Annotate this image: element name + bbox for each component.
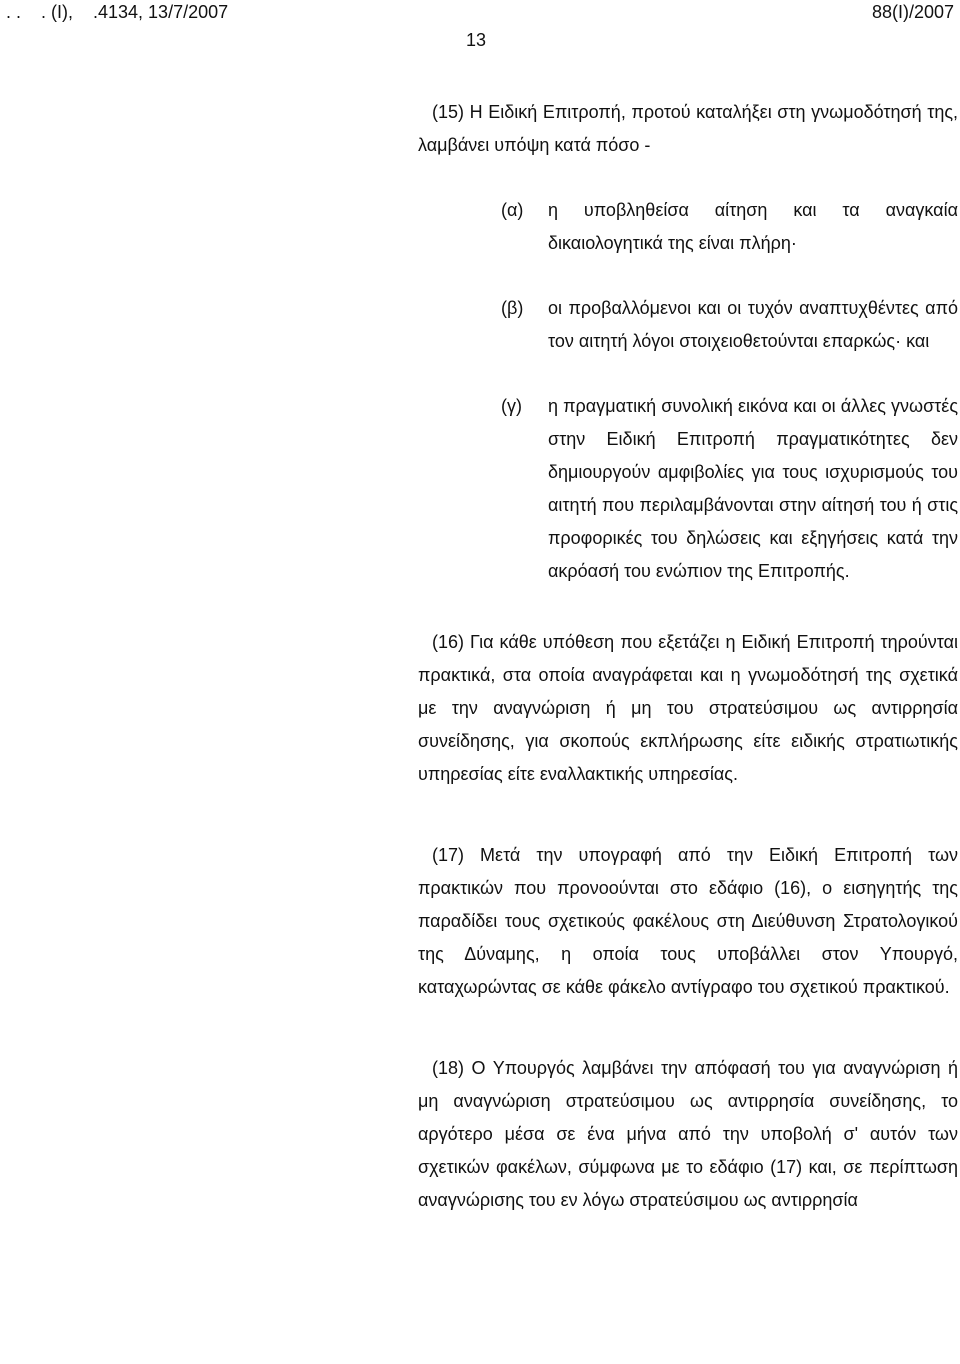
list-item-text: η πραγματική συνολική εικόνα και οι άλλες γνωστές στην Ειδική Επιτροπή πραγματικότητες δεν δημιουργούν αμφιβολίες για τους ισχυρισμούς του αιτητή που περιλαμβάνονται στην αίτησή του ή στις προφορικές του δηλώσεις και εξηγήσεις κατά την ακρόασή του ενώπιον της Επιτροπής.: [548, 396, 958, 581]
list-item-label: (γ): [501, 396, 522, 416]
gazette-reference: . . . (Ι), .4134, 13/7/2007: [6, 2, 229, 22]
paragraph-15-intro: (15) Η Ειδική Επιτροπή, προτού καταλήξει στη γνωμοδότησή της, λαμβάνει υπόψη κατά πόσο -: [418, 102, 958, 155]
paragraph-16: (16) Για κάθε υπόθεση που εξετάζει η Ειδική Επιτροπή τηρούνται πρακτικά, στα οποία αναγράφεται και η γνωμοδότησή της σχετικά με την αναγνώριση ή μη του στρατεύσιμου ως αντιρρησία συνείδησης, για σκοπούς εκπλήρωσης είτε ειδικής στρατιωτικής υπηρεσίας είτε εναλλακτικής υπηρεσίας.: [418, 632, 958, 784]
list-item-label: (β): [501, 298, 524, 318]
list-item-label: (α): [501, 200, 524, 220]
page-number: 13: [466, 30, 487, 50]
list-item-text: οι προβαλλόμενοι και οι τυχόν αναπτυχθέντες από τον αιτητή λόγοι στοιχειοθετούνται επαρκώς· και: [548, 298, 958, 351]
list-item-text: η υποβληθείσα αίτηση και τα αναγκαία δικαιολογητικά της είναι πλήρη·: [548, 200, 958, 253]
list-item-beta: [501, 292, 958, 358]
list-item-gamma: [501, 390, 958, 588]
paragraph-18: (18) Ο Υπουργός λαμβάνει την απόφασή του για αναγνώριση ή μη αναγνώριση στρατεύσιμου ως αντιρρησία συνείδησης, το αργότερο μέσα σε ένα μήνα από την υποβολή σ' αυτόν των σχετικών φακέλων, σύμφωνα με το εδάφιο (17) και, σε περίπτωση αναγνώρισης του εν λόγω στρατεύσιμου ως αντιρρησία: [418, 1058, 958, 1210]
law-number: 88(Ι)/2007: [871, 2, 954, 22]
document-body: [418, 96, 958, 1217]
list-item-alpha: [501, 194, 958, 260]
paragraph-17: (17) Μετά την υπογραφή από την Ειδική Επιτροπή των πρακτικών που προνοούνται στο εδάφιο (16), ο εισηγητής της παραδίδει τους σχετικούς φακέλους στη Διεύθυνση Στρατολογικού της Δύναμης, η οποία τους υποβάλλει στον Υπουργό, καταχωρώντας σε κάθε φάκελο αντίγραφο του σχετικού πρακτικού.: [418, 845, 958, 997]
